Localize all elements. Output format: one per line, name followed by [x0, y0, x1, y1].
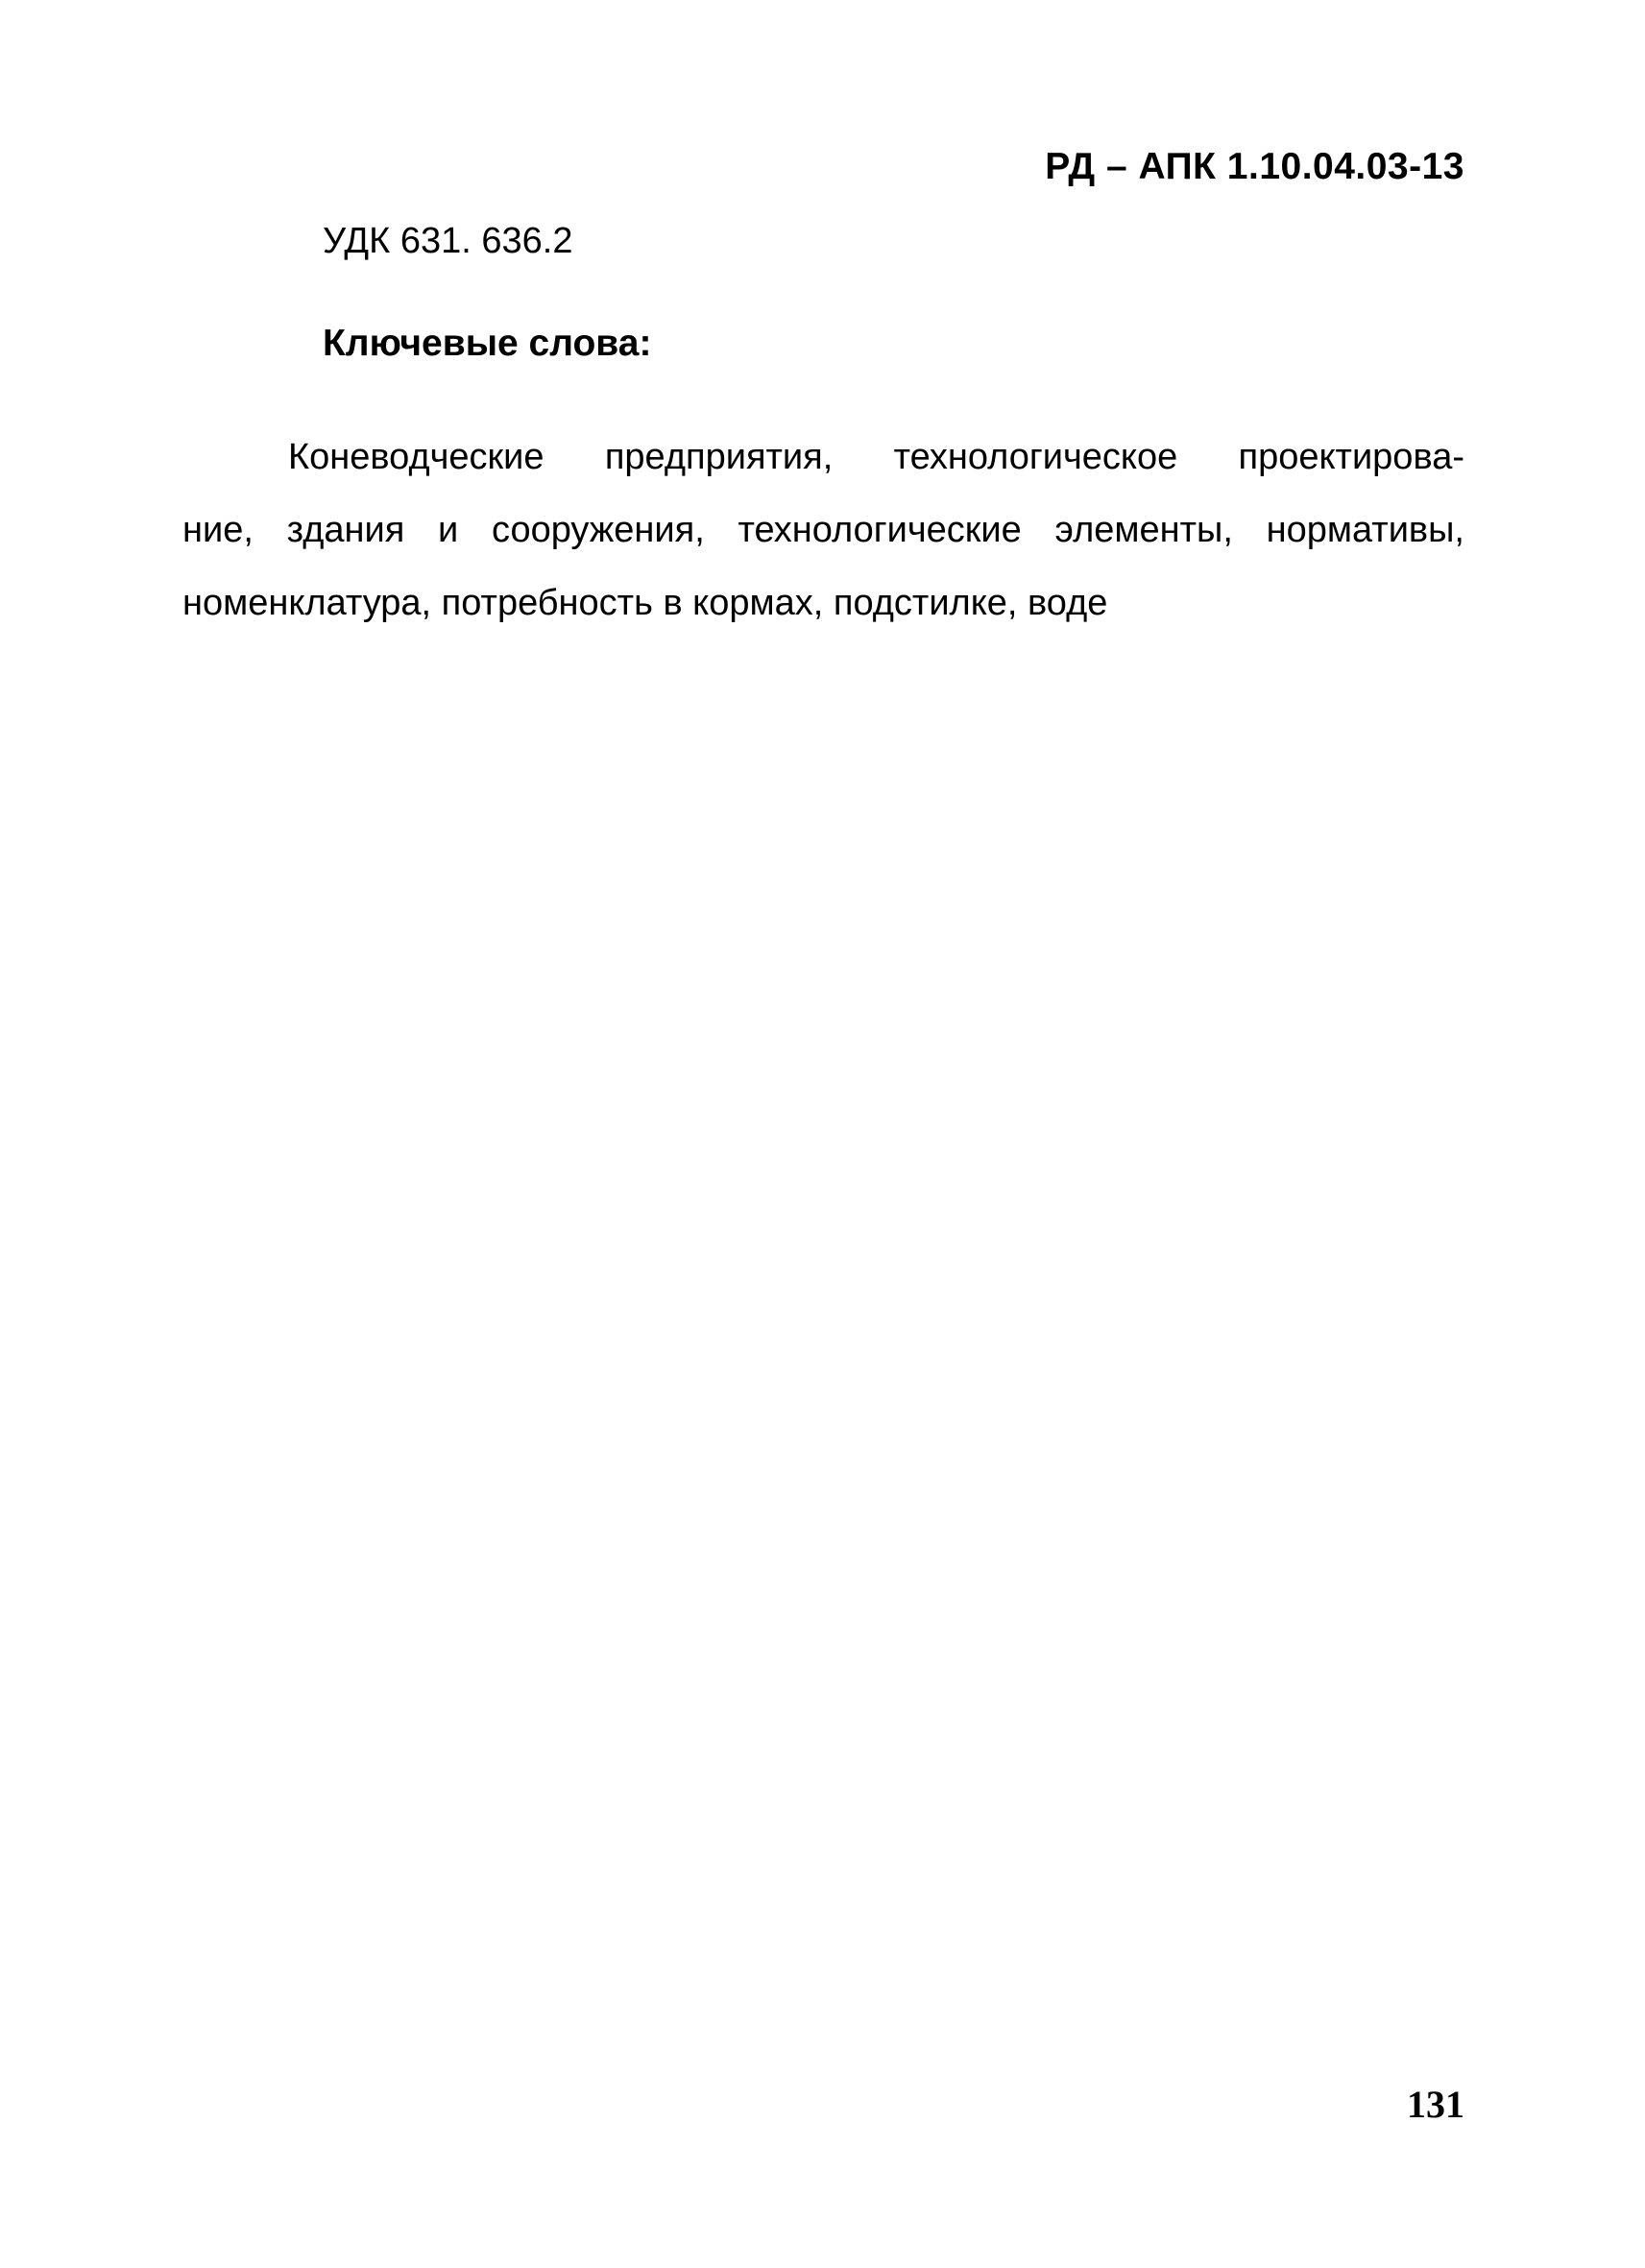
document-code: РД – АПК 1.10.04.03-13 [1045, 146, 1464, 187]
keywords-line: ние, здания и сооружения, технологические элементы, нормативы, [182, 510, 1464, 550]
keywords-line: номенклатура, потребность в кормах, подстилке, воде [182, 583, 1108, 623]
keywords-line: Коневодческие предприятия, технологическое проектирова- [288, 437, 1464, 477]
keywords-paragraph [182, 421, 1464, 639]
keywords-heading: Ключевые слова: [323, 323, 652, 364]
page-number: 131 [1407, 2083, 1464, 2126]
udc-code: УДК 631. 636.2 [323, 221, 573, 261]
